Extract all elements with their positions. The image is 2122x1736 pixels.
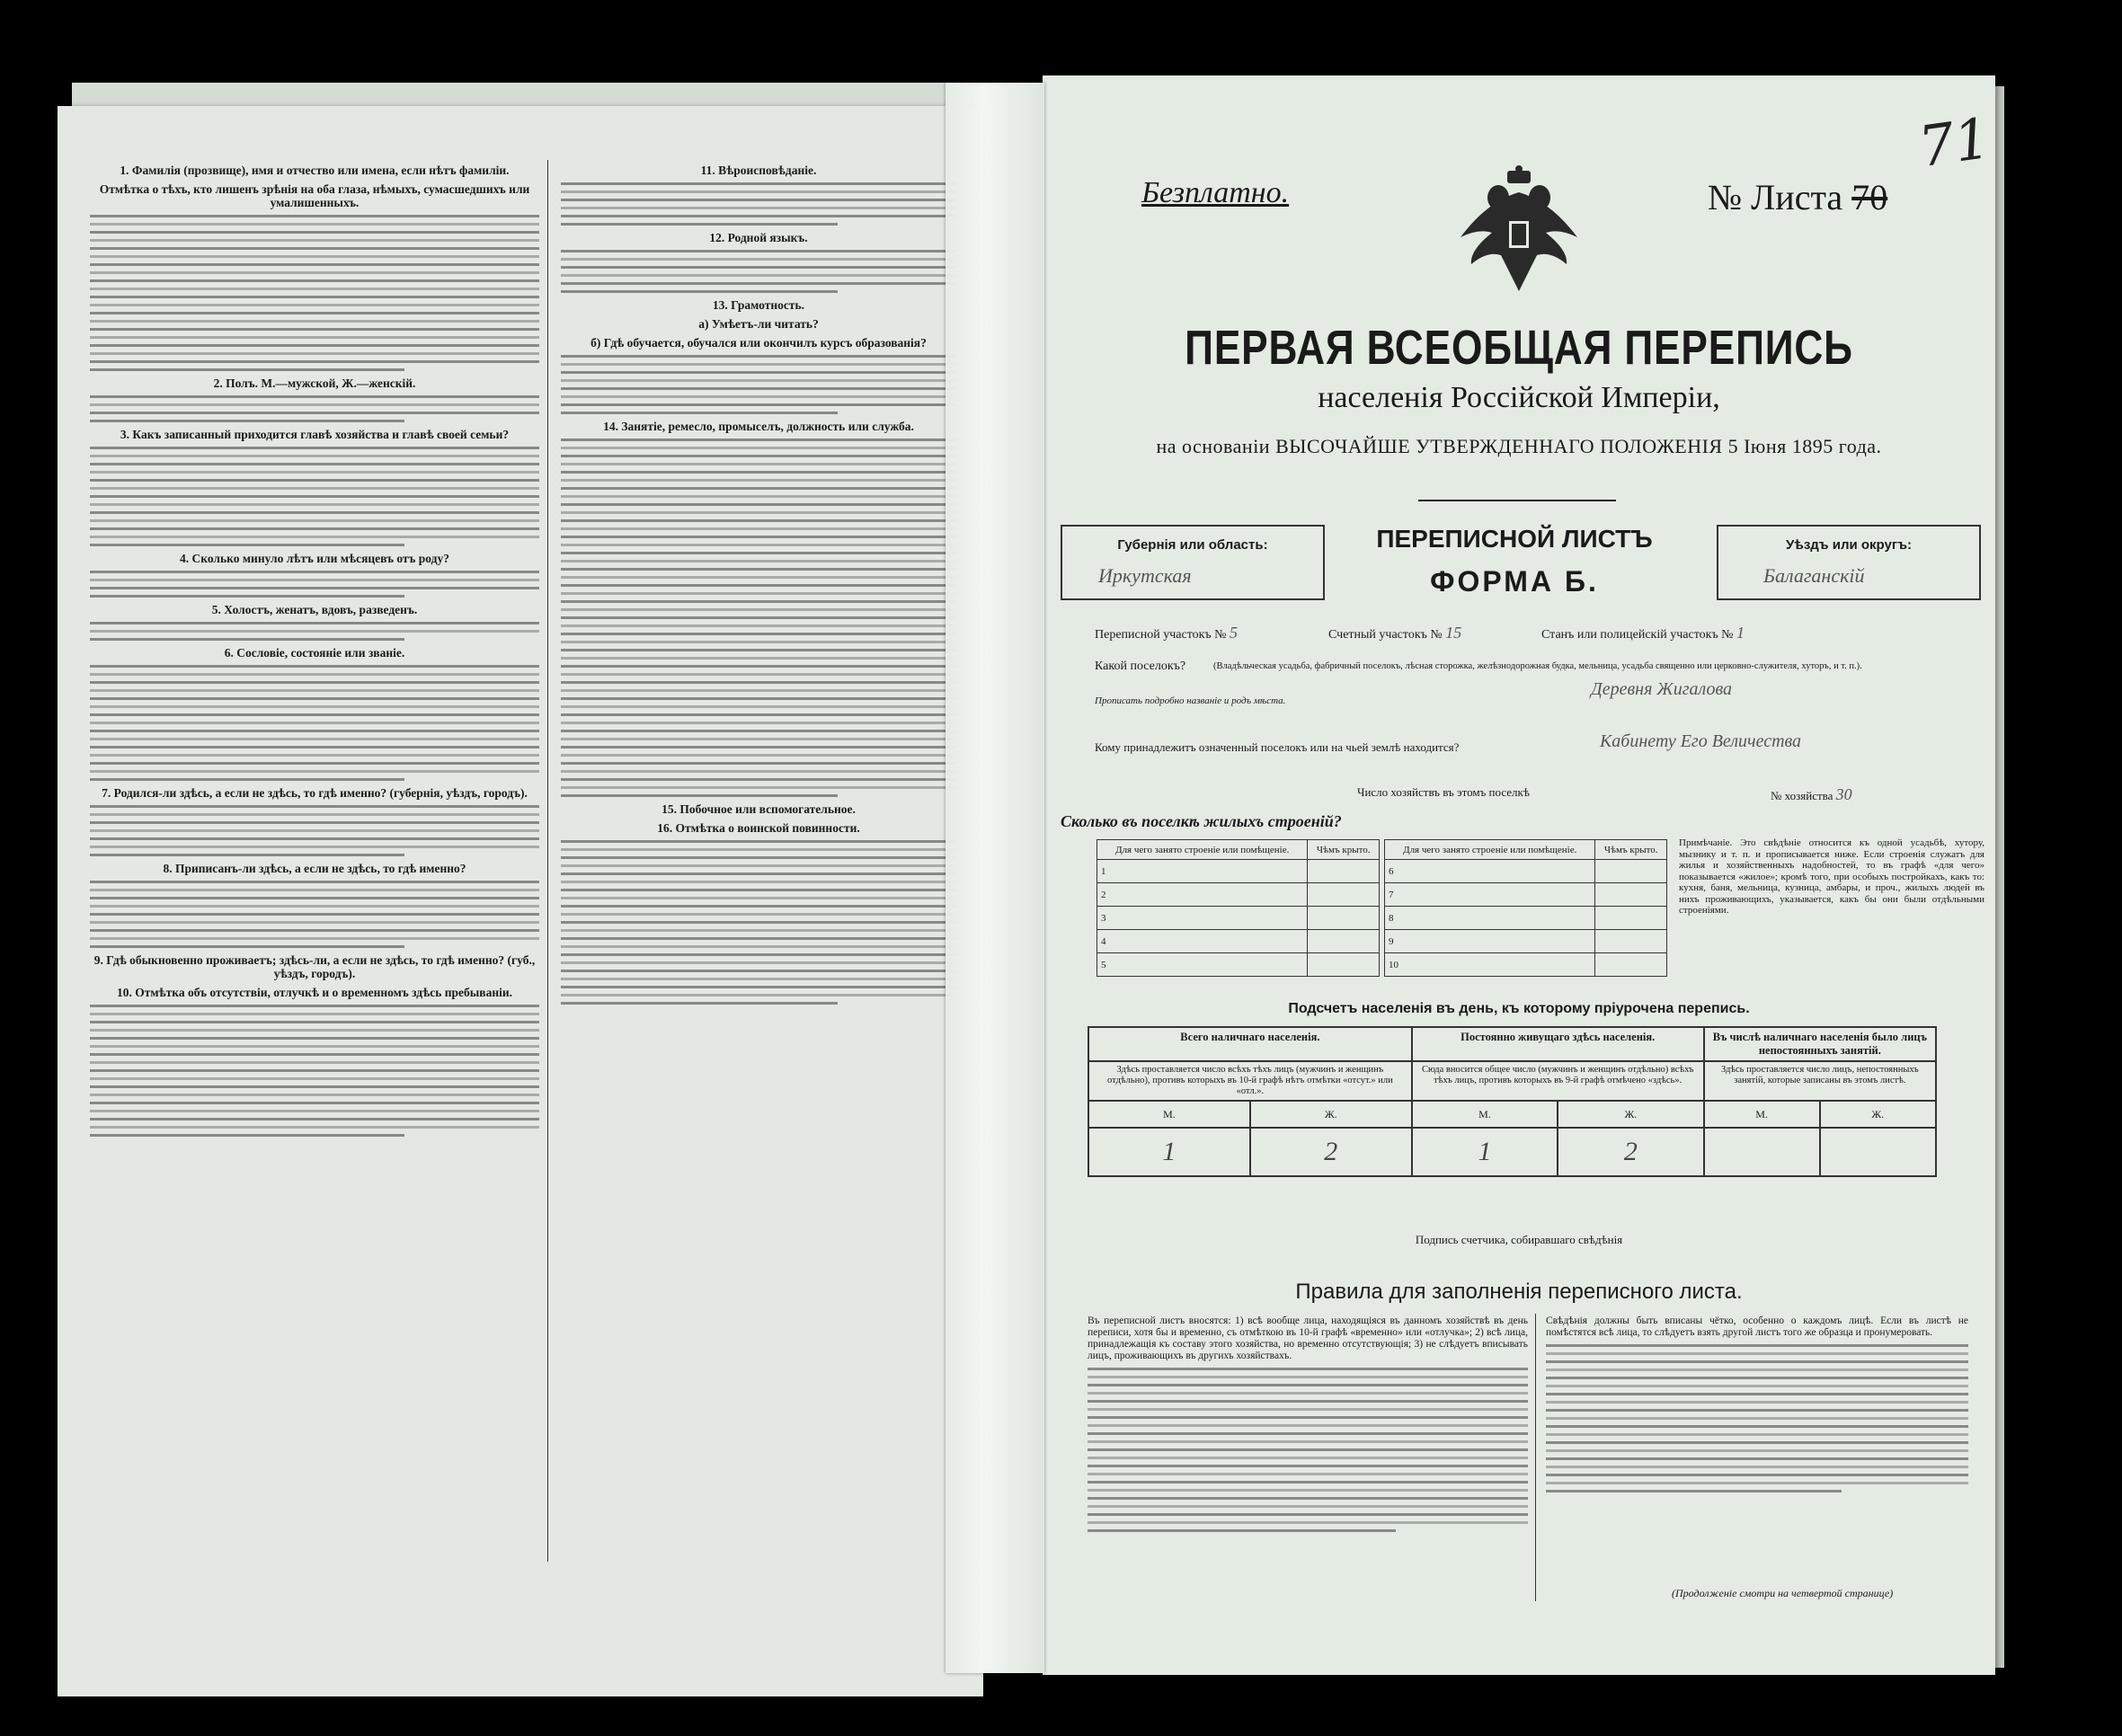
building-row-num: 4 (1097, 930, 1308, 953)
question-1: 1. Фамилія (прозвище), имя и отчество или имена, если нѣтъ фамиліи. (120, 164, 510, 177)
count-permanent-female: 2 (1558, 1128, 1703, 1176)
poselok-value: Деревня Жигалова (1591, 679, 1733, 699)
stan-value: 1 (1736, 624, 1745, 642)
text-block (561, 355, 956, 414)
building-row-num: 10 (1385, 953, 1595, 977)
pop-desc-permanent: Сюда вносится общее число (мужчинъ и женщинъ отдѣльно) всѣхъ тѣхъ лицъ, противъ которыхъ въ 9-й графѣ отмѣчено «здѣсь». (1412, 1061, 1704, 1101)
uezd-label: Уѣздъ или округъ: (1785, 537, 1913, 553)
pop-col-present: Всего наличнаго населенія. (1088, 1027, 1412, 1061)
instructions-column-2 (561, 158, 956, 1010)
text-block (90, 571, 539, 598)
free-label: Безплатно. (1141, 176, 1290, 209)
uezd-value: Балаганскій (1763, 564, 1865, 587)
buildings-label: Сколько въ поселкѣ жилыхъ строеній? (1061, 812, 1342, 830)
guberniya-box (1061, 525, 1325, 600)
stan-label: Станъ или полицейскій участокъ № (1541, 628, 1734, 642)
question-16: 16. Отмѣтка о воинской повинности. (657, 821, 860, 835)
household-no-value: 30 (1835, 785, 1852, 803)
question-8: 8. Приписанъ-ли здѣсь, а если не здѣсь, то гдѣ именно? (163, 862, 466, 875)
rules-column-2 (1546, 1315, 1968, 1498)
building-row-num: 8 (1385, 907, 1595, 930)
stan-field (1541, 624, 1745, 642)
female-header: Ж. (1250, 1101, 1412, 1128)
household-no-field (1771, 785, 1852, 804)
count-present-female: 2 (1250, 1128, 1412, 1176)
schet-field (1328, 624, 1461, 642)
text-block (561, 182, 956, 226)
instructions-column-1 (90, 158, 539, 1142)
rules-text-right: Свѣдѣнія должны быть вписаны чётко, особенно о каждомъ лицѣ. Если въ листѣ не помѣстятся всѣ лица, то слѣдуетъ взять другой листъ того же образца и пронумеровать. (1546, 1315, 1968, 1338)
guberniya-label: Губернія или область: (1117, 537, 1268, 553)
question-15: 15. Побочное или вспомогательное. (661, 802, 856, 816)
uchastok-field (1095, 624, 1238, 642)
question-13: 13. Грамотность. (712, 298, 805, 312)
text-block (90, 395, 539, 422)
pop-col-permanent: Постоянно живущаго здѣсь населенія. (1412, 1027, 1704, 1061)
households-label: Число хозяйствъ въ этомъ поселкѣ (1357, 785, 1530, 799)
question-10: 10. Отмѣтка объ отсутствіи, отлучкѣ и о временномъ здѣсь пребываніи. (116, 986, 513, 999)
form-title: ПЕРЕПИСНОЙ ЛИСТЪ (1376, 525, 1653, 553)
building-row-num: 3 (1097, 907, 1308, 930)
population-count-title: Подсчетъ населенія въ день, къ которому пріурочена перепись. (1288, 1001, 1750, 1016)
male-header: М. (1704, 1101, 1820, 1128)
text-block (90, 1005, 539, 1137)
schet-label: Счетный участокъ № (1328, 628, 1443, 642)
household-no-label: № хозяйства (1771, 789, 1833, 802)
question-14: 14. Занятіе, ремесло, промыселъ, должность или служба. (603, 420, 914, 433)
pop-desc-nonpermanent: Здѣсь проставляется число лицъ, непостоянныхъ занятій, которые записаны въ этомъ листѣ. (1704, 1061, 1936, 1101)
guberniya-value: Иркутская (1098, 564, 1192, 587)
question-12: 12. Родной языкъ. (709, 231, 808, 244)
male-header: М. (1088, 1101, 1250, 1128)
buildings-table-right (1384, 839, 1667, 977)
continued-note: (Продолженіе смотри на четвертой странице) (1672, 1587, 1894, 1599)
building-row-num: 1 (1097, 860, 1308, 883)
list-number-value: 70 (1851, 177, 1888, 217)
population-count-table (1088, 1026, 1937, 1177)
count-nonpermanent-male (1704, 1128, 1820, 1176)
count-nonpermanent-female (1820, 1128, 1936, 1176)
question-5: 5. Холостъ, женатъ, вдовъ, разведенъ. (211, 603, 418, 616)
buildings-table-left (1097, 839, 1380, 977)
divider (1418, 500, 1616, 501)
building-row-num: 5 (1097, 953, 1308, 977)
buildings-col-roof: Чѣмъ крыто. (1308, 840, 1380, 860)
question-11: 11. Вѣроисповѣданіе. (700, 164, 817, 177)
uchastok-label: Переписной участокъ № (1095, 628, 1227, 642)
count-present-male: 1 (1088, 1128, 1250, 1176)
rules-text-left: Въ переписной листъ вносятся: 1) всѣ вообще лица, находящіяся въ данномъ хозяйствѣ въ день переписи, хотя бы и временно, съ отмѣткою въ 10-й графѣ «временно» или «отлучка»; 2) всѣ лица, принадлежащія къ составу этого хозяйства, но временно отсутствующія; 3) не слѣдуетъ вписывать лицъ, проживающихъ въ другихъ хозяйствахъ. (1088, 1315, 1528, 1361)
question-2: 2. Полъ. М.—мужской, Ж.—женскій. (213, 376, 416, 390)
text-block (90, 447, 539, 546)
schet-value: 15 (1445, 624, 1462, 642)
text-block (90, 805, 539, 856)
question-3: 3. Какъ записанный приходится главѣ хозяйства и главѣ своей семьи? (120, 428, 510, 441)
poselok-hint: (Владѣльческая усадьба, фабричный поселокъ, лѣсная сторожка, желѣзнодорожная будка, мельница, усадьба священно или церковно-служителя, хуторъ, и т. п.). (1213, 661, 1862, 671)
owner-value: Кабинету Его Величества (1600, 731, 1802, 751)
question-13a: а) Умѣетъ-ли читать? (698, 317, 819, 331)
double-headed-eagle-emblem-icon (1452, 165, 1586, 300)
text-block (90, 665, 539, 781)
buildings-col-roof: Чѣмъ крыто. (1595, 840, 1667, 860)
poselok-label: Какой поселокъ? (1095, 660, 1186, 673)
form-type: ФОРМА Б. (1430, 565, 1599, 598)
list-number (1708, 176, 1887, 218)
list-number-label: № Листа (1708, 177, 1843, 217)
owner-label: Кому принадлежитъ означенный поселокъ или на чьей землѣ находится? (1095, 740, 1460, 754)
page-number-handwritten: 71 (1914, 104, 1994, 181)
buildings-col-purpose: Для чего занято строеніе или помѣщеніе. (1097, 840, 1308, 860)
rules-column-1 (1088, 1315, 1528, 1537)
poselok-field (1095, 660, 1185, 674)
question-7: 7. Родился-ли здѣсь, а если не здѣсь, то гдѣ именно? (губернія, уѣздъ, городъ). (102, 786, 528, 800)
rules-title: Правила для заполненія переписного листа. (1295, 1280, 1743, 1304)
count-permanent-male: 1 (1412, 1128, 1558, 1176)
building-row-num: 7 (1385, 883, 1595, 907)
female-header: Ж. (1820, 1101, 1936, 1128)
pop-desc-present: Здѣсь проставляется число всѣхъ тѣхъ лицъ (мужчинъ и женщинъ отдѣльно), противъ которыхъ въ 10-й графѣ нѣтъ отмѣтки «отсут.» или «отл.». (1088, 1061, 1412, 1101)
column-divider (547, 160, 548, 1562)
text-block (561, 840, 956, 1005)
enumerator-signature-label: Подпись счетчика, собиравшаго свѣдѣнія (1415, 1233, 1623, 1246)
buildings-col-purpose: Для чего занято строеніе или помѣщеніе. (1385, 840, 1595, 860)
text-block (90, 622, 539, 641)
question-4: 4. Сколько минуло лѣтъ или мѣсяцевъ отъ роду? (180, 552, 449, 565)
building-row-num: 2 (1097, 883, 1308, 907)
binding-tape (946, 83, 1044, 1673)
uchastok-value: 5 (1230, 624, 1239, 642)
text-block (561, 438, 956, 797)
pop-col-nonpermanent: Въ числѣ наличнаго населенія было лицъ непостоянныхъ занятій. (1704, 1027, 1936, 1061)
left-page (58, 106, 983, 1696)
rules-divider (1535, 1314, 1536, 1601)
census-form-page (1043, 75, 1995, 1675)
census-basis: на основаніи ВЫСОЧАЙШЕ УТВЕРЖДЕННАГО ПОЛОЖЕНІЯ 5 Іюня 1895 года. (1156, 435, 1882, 457)
male-header: М. (1412, 1101, 1558, 1128)
text-block (561, 250, 956, 293)
text-block (90, 215, 539, 371)
census-title: ПЕРВАЯ ВСЕОБЩАЯ ПЕРЕПИСЬ (1185, 321, 1853, 375)
building-row-num: 9 (1385, 930, 1595, 953)
uezd-box (1717, 525, 1981, 600)
question-1-note: Отмѣтка о тѣхъ, кто лишенъ зрѣнія на оба глаза, нѣмыхъ, сумасшедшихъ или умалишенныхъ. (99, 182, 530, 209)
question-13b: б) Гдѣ обучается, обучался или окончилъ курсъ образованія? (590, 336, 927, 350)
text-block (90, 881, 539, 948)
poselok-hint-2: Прописать подробно названіе и родъ мѣста. (1095, 695, 1286, 706)
question-6: 6. Сословіе, состояніе или званіе. (224, 646, 405, 660)
female-header: Ж. (1558, 1101, 1703, 1128)
question-9: 9. Гдѣ обыкновенно проживаетъ; здѣсь-ли, а если не здѣсь, то гдѣ именно? (губ., уѣздъ, городъ). (93, 953, 536, 980)
buildings-note: Примѣчаніе. Это свѣдѣніе относится къ одной усадьбѣ, хутору, мызнику и т. п. и прописывается ниже. Если строенія служатъ для жилья и хозяйственныхъ надобностей, то въ графѣ «для чего» показывается «жилое»; кромѣ того, при особыхъ постройкахъ, какъ то: кухня, баня, мельница, кузница, амбары, и проч., жилыхъ людей въ нихъ проживающихъ, указывается, какъ бы они были отдѣльными строеніями. (1679, 837, 1984, 916)
building-row-num: 6 (1385, 860, 1595, 883)
census-subtitle: населенія Россійской Имперіи, (1318, 381, 1720, 414)
